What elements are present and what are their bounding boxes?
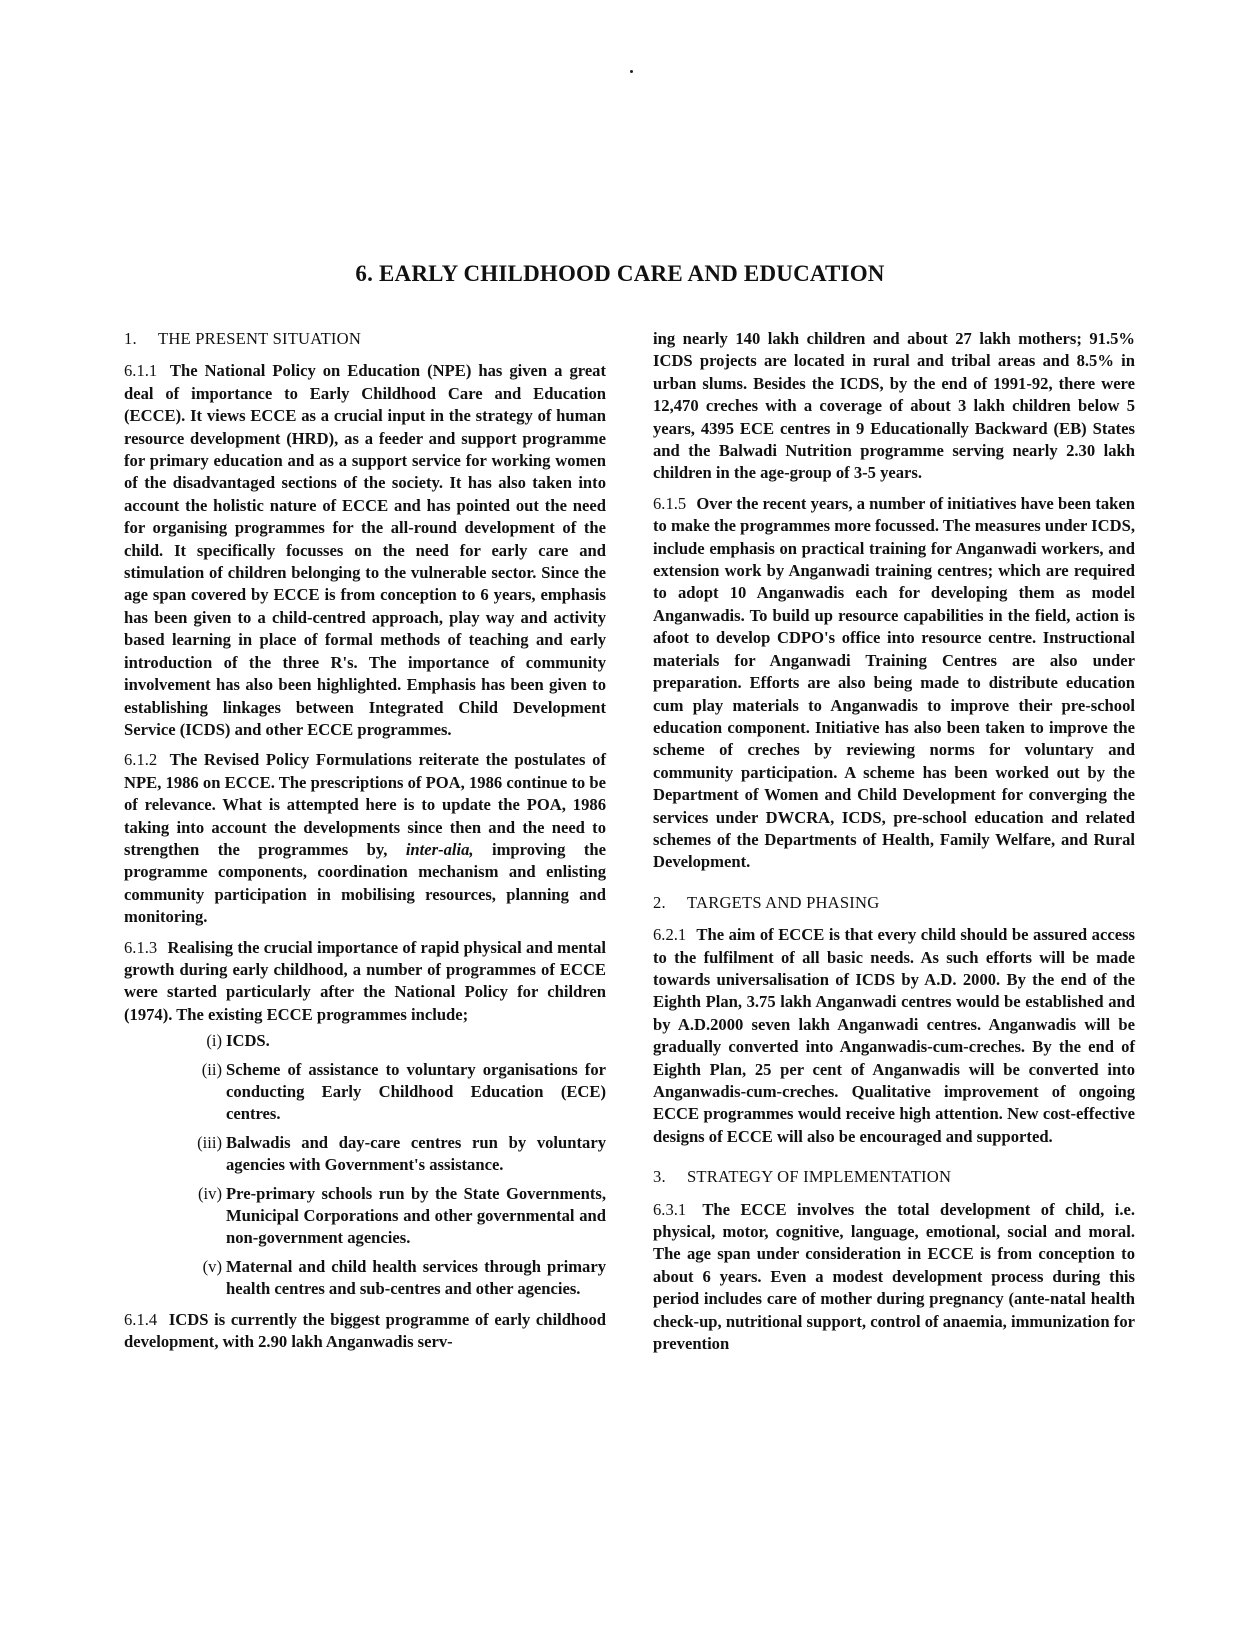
- list-marker: (iii): [197, 1132, 222, 1152]
- list-item: [124, 1256, 606, 1301]
- paragraph-6-3-1: [653, 1199, 1135, 1356]
- paragraph-number: 6.1.4: [124, 1309, 158, 1329]
- section-heading-present-situation: [124, 328, 606, 350]
- programme-list: [124, 1030, 606, 1300]
- right-column: [653, 328, 1135, 1363]
- paragraph-text: The aim of ECCE is that every child should be assured access to the fulfilment of all basic needs. As such efforts will be made towards universalisation of ICDS by A.D. 2000. By the end of the Eighth Plan, 3.75 lakh Anganwadi centres would be established and by A.D.2000 seven lakh Anganwadi centres. Anganwadis will be gradually converted into Anganwadis-cum-creches. By the end of Eighth Plan, 25 per cent of Anganwadis will be converted into Anganwadis-cum-creches. Qualitative improvement of ongoing ECCE programmes would receive high attention. New cost-effective designs of ECCE will also be encouraged and supported.: [653, 925, 1135, 1146]
- paragraph-text: ICDS is currently the biggest programme of early childhood development, with 2.90 lakh Anganwadis serv-: [124, 1309, 606, 1352]
- scan-speck: [630, 70, 633, 73]
- section-number: 1.: [124, 329, 137, 348]
- list-item-text: ICDS.: [226, 1031, 270, 1051]
- list-item-text: Scheme of assistance to voluntary organisations for conducting Early Childhood Education (ECE) centres.: [226, 1059, 606, 1124]
- paragraph-number: 6.3.1: [653, 1199, 687, 1219]
- section-number: 3.: [653, 1167, 666, 1187]
- page-title: 6. EARLY CHILDHOOD CARE AND EDUCATION: [355, 261, 885, 287]
- list-marker: (iv): [198, 1183, 222, 1203]
- paragraph-number: 6.1.1: [124, 361, 158, 381]
- paragraph-text: ing nearly 140 lakh children and about 27 lakh mothers; 91.5% ICDS projects are located in rural and tribal areas and 8.5% in urban slums. Besides the ICDS, by the end of 1991-92, there were 12,470 creches with a coverage of about 3 lakh children below 5 years, 4395 ECE centres in 9 Educationally Backward (EB) States and the Balwadi Nutrition programme serving nearly 2.30 lakh children in the age-group of 3-5 years.: [653, 329, 1135, 483]
- list-item-text: Maternal and child health services through primary health centres and sub-centres and other agencies.: [226, 1256, 606, 1299]
- list-item-text: Balwadis and day-care centres run by voluntary agencies with Government's assistance.: [226, 1132, 606, 1175]
- list-item: [124, 1030, 606, 1052]
- paragraph-number: 6.1.5: [653, 493, 687, 513]
- paragraph-6-1-5: [653, 493, 1135, 874]
- section-title: TARGETS AND PHASING: [687, 892, 880, 912]
- paragraph-6-1-2: [124, 749, 606, 928]
- section-title: THE PRESENT SITUATION: [158, 329, 362, 348]
- list-item: [124, 1059, 606, 1126]
- paragraph-text: The Revised Policy Formulations reiterate the postulates of NPE, 1986 on ECCE. The prescriptions of POA, 1986 continue to be of relevance. What is attempted here is to update the POA, 1986 taking into account the developments since then and the need to strengthen the programmes by,: [124, 750, 606, 859]
- list-marker: (i): [206, 1031, 222, 1051]
- list-item: [124, 1183, 606, 1250]
- paragraph-text: Over the recent years, a number of initiatives have been taken to make the programmes more focussed. The measures under ICDS, include emphasis on practical training for Anganwadi workers, and extension work by Anganwadi training centres; which are required to adopt 10 Anganwadis each for developing them as model Anganwadis. To build up resource capabilities in the field, action is afoot to develop CDPO's office into resource centre. Instructional materials for Anganwadi Training Centres are also under preparation. Efforts are also being made to distribute education cum play materials to Anganwadis to improve their pre-school education component. Initiative has also been taken to improve the scheme of creches by reviewing norms for voluntary and community participation. A scheme has been worked out by the Department of Women and Child Development for converging the services under DWCRA, ICDS, pre-school education and related schemes of the Departments of Health, Family Welfare, and Rural Development.: [653, 493, 1135, 872]
- paragraph-number: 6.1.2: [124, 750, 158, 770]
- paragraph-italic-text: inter-alia,: [405, 839, 474, 859]
- paragraph-6-1-4-start: [124, 1309, 606, 1354]
- paragraph-6-1-4-continued: [653, 328, 1135, 485]
- paragraph-6-2-1: [653, 924, 1135, 1148]
- paragraph-text: The ECCE involves the total development of child, i.e. physical, motor, cognitive, language, emotional, social and moral. The age span under consideration in ECCE is from conception to about 6 years. Even a modest development process during this period includes care of mother during pregnancy (ante-natal health check-up, nutritional support, control of anaemia, immunization for prevention: [653, 1199, 1135, 1354]
- section-heading-targets: [653, 892, 1135, 914]
- section-number: 2.: [653, 892, 666, 912]
- paragraph-6-1-1: [124, 360, 606, 741]
- section-heading-strategy: [653, 1166, 1135, 1188]
- paragraph-text: The National Policy on Education (NPE) has given a great deal of importance to Early Childhood Care and Education (ECCE). It views ECCE as a crucial input in the strategy of human resource development (HRD), as a feeder and support programme for primary education and as a support service for working women of the disadvantaged sections of the society. It has also taken into account the holistic nature of ECCE and has pointed out the need for organising programmes for the all-round development of the child. It specifically focusses on the need for early care and stimulation of children belonging to the vulnerable sector. Since the age span covered by ECCE is from conception to 6 years, emphasis has been given to a child-centred approach, play way and activity based learning in place of formal methods of teaching and early introduction of the three R's. The importance of community involvement has also been highlighted. Emphasis has been given to establishing linkages between Integrated Child Development Service (ICDS) and other ECCE programmes.: [124, 361, 607, 739]
- left-column: [124, 328, 606, 1361]
- list-item-text: Pre-primary schools run by the State Governments, Municipal Corporations and other governmental and non-government agencies.: [226, 1183, 606, 1248]
- section-title: STRATEGY OF IMPLEMENTATION: [687, 1167, 952, 1187]
- paragraph-text: improving the programme components, coordination mechanism and enlisting community participation in mobilising resources, planning and monitoring.: [124, 839, 606, 927]
- list-item: [124, 1132, 606, 1177]
- paragraph-6-1-3: [124, 937, 606, 1027]
- paragraph-text: Realising the crucial importance of rapid physical and mental growth during early childhood, a number of programmes of ECCE were started particularly after the National Policy for children (1974). The existing ECCE programmes include;: [124, 937, 606, 1024]
- paragraph-number: 6.2.1: [653, 925, 687, 945]
- list-marker: (ii): [201, 1059, 222, 1079]
- list-marker: (v): [202, 1256, 222, 1276]
- paragraph-number: 6.1.3: [124, 937, 158, 957]
